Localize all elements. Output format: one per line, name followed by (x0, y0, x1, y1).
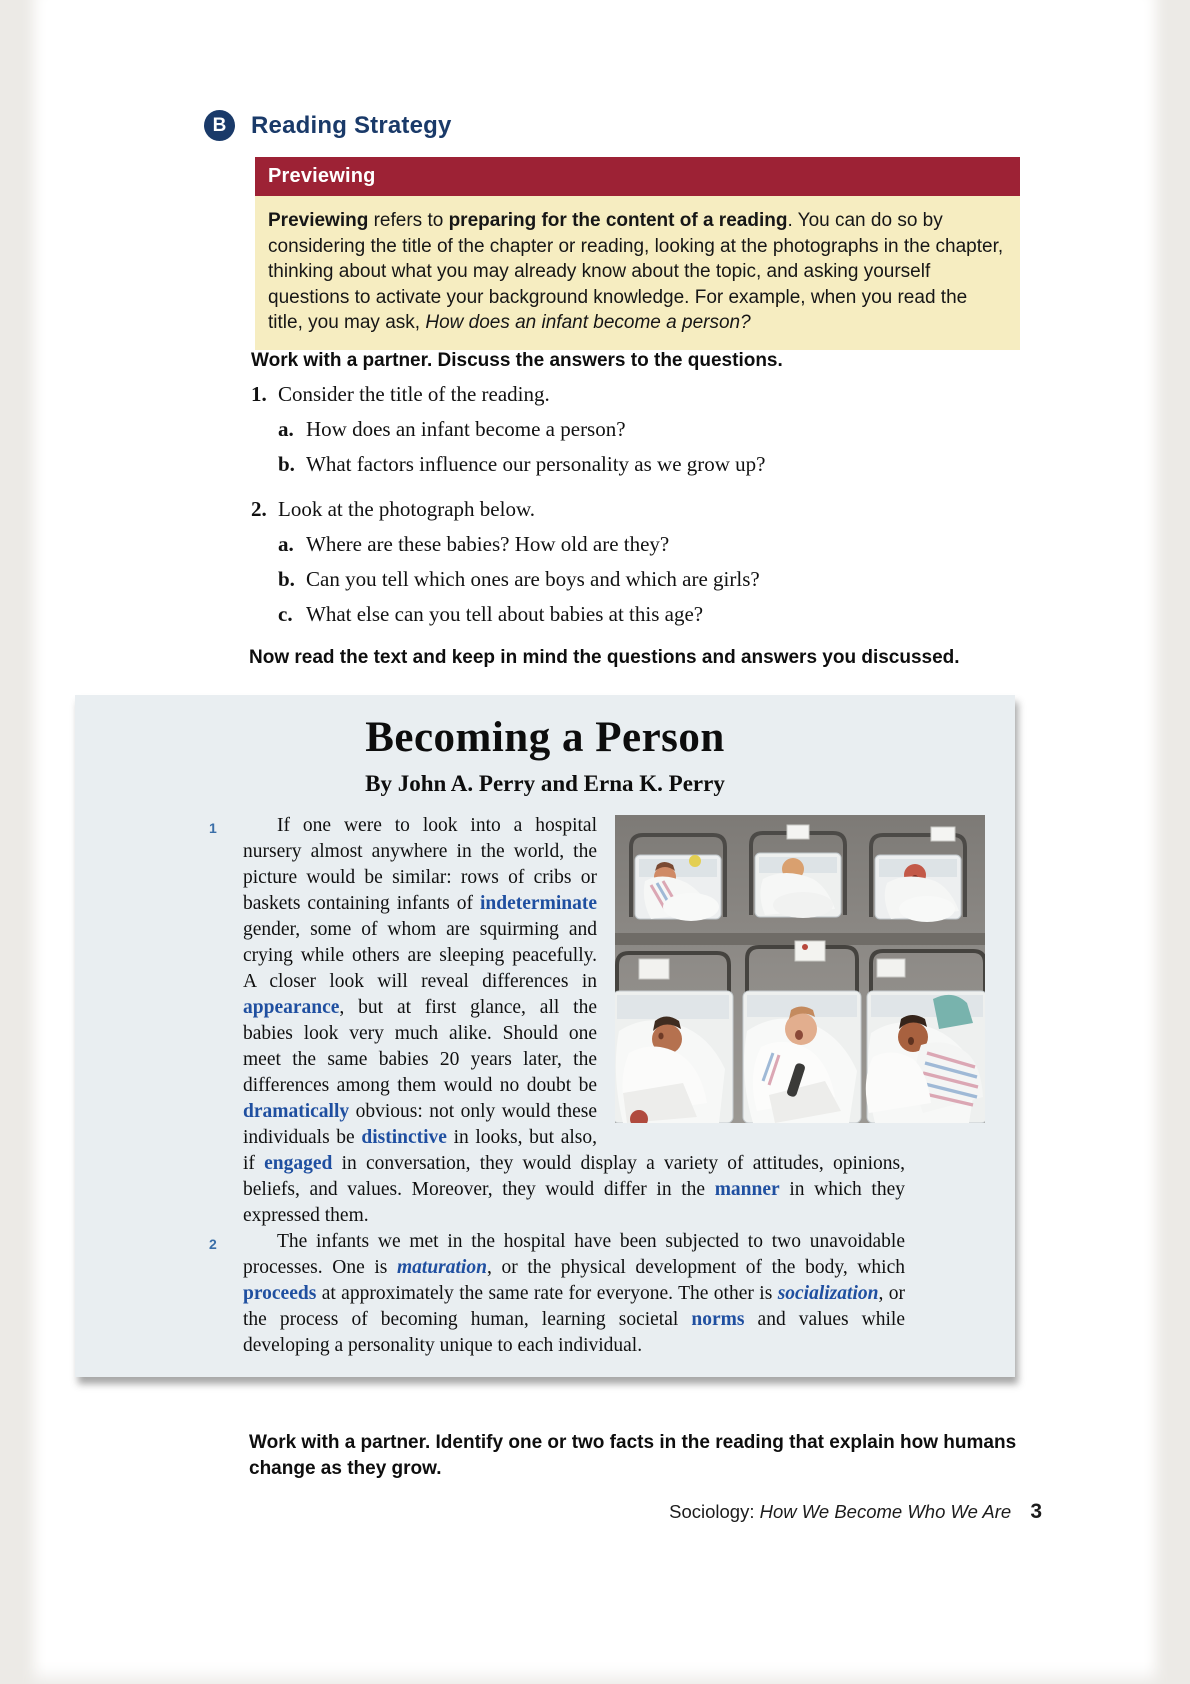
footer-course-label: Sociology: (669, 1501, 755, 1522)
section-badge-letter: B (212, 114, 227, 136)
question-2a (278, 531, 1031, 557)
question-1b-letter: b. (278, 452, 295, 476)
section-b-badge (204, 110, 235, 141)
question-2b (278, 566, 1031, 592)
page-footer (560, 1500, 1042, 1524)
section-header (204, 110, 452, 141)
reading-byline: By John A. Perry and Erna K. Perry (365, 771, 725, 796)
paragraph-2-text: The infants we met in the hospital have been subjected to two unavoidable processes. One is maturation, or the physical development of the body, which proceeds at approximately the same rate for everyone. The other is socialization, or the process of becoming human, learning societal norms and values while developing a personality unique to each individual. (243, 1231, 905, 1356)
instruction-identify: Work with a partner. Identify one or two facts in the reading that explain how humans change as they grow. (249, 1432, 1017, 1479)
reading-body (209, 813, 905, 1359)
paragraph-1-number: 1 (209, 820, 217, 836)
question-2a-text: Where are these babies? How old are they? (306, 532, 670, 556)
question-1-text: Consider the title of the reading. (278, 382, 550, 406)
strategy-box-header: Previewing (255, 157, 1020, 196)
question-1-number: 1. (251, 382, 267, 406)
section-title: Reading Strategy (251, 111, 452, 139)
question-2c (278, 601, 1031, 627)
question-list (251, 381, 1031, 636)
reading-title: Becoming a Person (365, 714, 725, 761)
paragraph-2 (209, 1229, 905, 1359)
question-2b-text: Can you tell which ones are boys and which are girls? (306, 567, 760, 591)
question-1 (251, 381, 1031, 407)
question-2a-letter: a. (278, 532, 294, 556)
question-2-text: Look at the photograph below. (278, 497, 535, 521)
paragraph-2-number: 2 (209, 1236, 217, 1252)
paragraph-1-text: If one were to look into a hospital nursery almost anywhere in the world, the picture would be similar: rows of cribs or baskets containing infants of indeterminate gender, some of whom are squirming and crying while others are sleeping peacefully. A closer look will reveal differences in appearance, but at first glance, all the babies look very much alike. Should one meet the same babies 20 years later, the differences among them would no doubt be dramatically obvious: not only would these individuals be distinctive in looks, but also, if engaged in conversation, they would display a variety of attitudes, opinions, beliefs, and values. Moreover, they would differ in the manner in which they expressed them. (243, 815, 905, 1226)
question-1a-text: How does an infant become a person? (306, 417, 626, 441)
question-1a (278, 416, 1031, 442)
question-2c-text: What else can you tell about babies at this age? (306, 602, 704, 626)
paragraph-1 (209, 813, 905, 1229)
page-number: 3 (1030, 1500, 1042, 1523)
question-1b (278, 451, 1031, 477)
question-1b-text: What factors influence our personality as we grow up? (306, 452, 766, 476)
question-2c-letter: c. (278, 602, 293, 626)
instruction-read: Now read the text and keep in mind the questions and answers you discussed. (249, 647, 960, 668)
strategy-box (255, 157, 1020, 350)
question-1a-letter: a. (278, 417, 294, 441)
question-2 (251, 496, 1031, 522)
footer-book-title: How We Become Who We Are (759, 1501, 1012, 1522)
instruction-discuss: Work with a partner. Discuss the answers to the questions. (251, 350, 783, 371)
question-2-number: 2. (251, 497, 267, 521)
strategy-box-body: Previewing refers to preparing for the content of a reading. You can do so by considering the title of the chapter or reading, looking at the photographs in the chapter, thinking about what you may already know about the topic, and asking yourself questions to activate your background knowledge. For example, when you read the title, you may ask, How does an infant become a person? (255, 196, 1020, 350)
question-2b-letter: b. (278, 567, 295, 591)
reading-passage (75, 695, 1015, 1377)
